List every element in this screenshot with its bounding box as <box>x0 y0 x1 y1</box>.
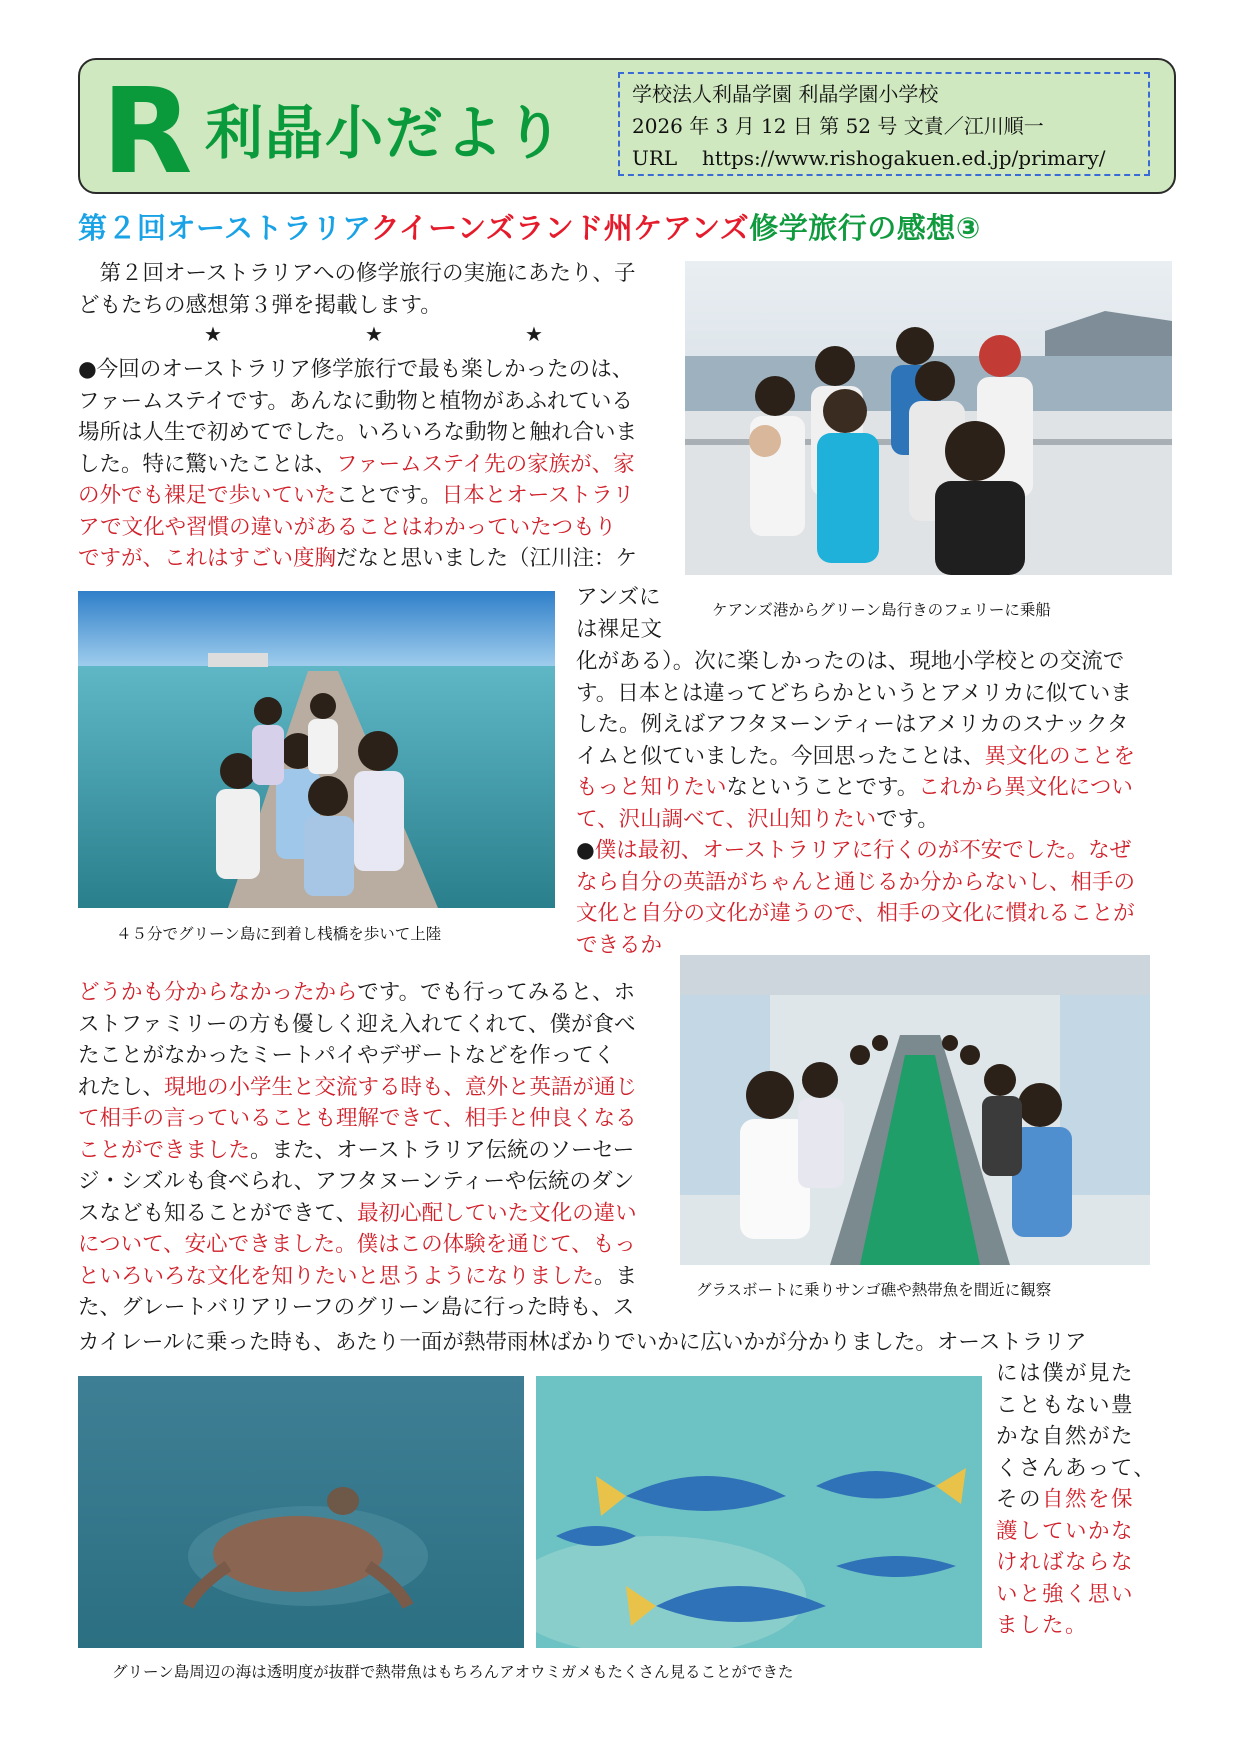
text-line: なら自分の英語がちゃんと通じるか分からないし、相手の <box>576 869 1136 895</box>
essay-2-part-1 <box>78 977 673 1324</box>
text-line <box>78 480 676 512</box>
text-line: アンズに <box>576 585 661 610</box>
star-icon: ★ <box>365 322 383 346</box>
school-url-line <box>632 142 1136 174</box>
sea-photo-caption: グリーン島周辺の海は透明度が抜群で熱帯魚はもちろんアオウミガメもたくさん見ることができた <box>112 1663 794 1681</box>
text-line: した。例えばアフタヌーンティーはアメリカのスナックタ <box>576 712 1129 737</box>
text-span: 。また、オーストラリア伝統のソーセー <box>250 1137 635 1163</box>
highlight-span: 現地の小学生と交流する時も、意外と英語が通じ <box>164 1074 638 1100</box>
school-url[interactable]: https://www.rishogakuen.ed.jp/primary/ <box>702 146 1106 170</box>
text-line <box>78 1072 673 1104</box>
ferry-photo-caption: ケアンズ港からグリーン島行きのフェリーに乗船 <box>712 601 1051 619</box>
text-span: れたし、 <box>78 1074 165 1100</box>
text-line: たことがなかったミートパイやデザートなどを作ってく <box>78 1043 616 1068</box>
text-line: こともない豊 <box>996 1392 1135 1418</box>
highlight-span: ことができました <box>78 1137 251 1163</box>
text-line: 文化と自分の文化が違うので、相手の文化に慣れることが <box>576 901 1135 926</box>
text-span: その <box>996 1487 1043 1512</box>
star-icon: ★ <box>525 322 543 346</box>
intro-line: 第２回オーストラリアへの修学旅行の実施にあたり、子 <box>78 261 636 286</box>
text-line: す。日本とは違ってどちらかというとアメリカに似ていま <box>576 680 1132 706</box>
text-span: イムと似ていました。今回思ったことは、 <box>576 743 985 769</box>
text-line <box>78 977 673 1009</box>
highlight-span: 日本とオーストラリ <box>441 483 635 508</box>
highlight-span: 僕は最初、オーストラリアに行くのが不安でした。なぜ <box>594 838 1132 863</box>
text-line <box>78 543 676 575</box>
text-line: できるか <box>576 932 663 958</box>
school-name: 学校法人利晶学園 利晶学園小学校 <box>632 82 939 106</box>
highlight-span: 僕はこの体験を通じて、もっ <box>356 1232 636 1257</box>
highlight-span: といろいろな文化を知りたいと思うようになりました <box>78 1263 595 1289</box>
essay-1-part-1 <box>78 354 676 575</box>
text-span: なということです。 <box>726 775 919 800</box>
glass-boat-photo <box>680 955 1150 1265</box>
url-label: URL <box>632 146 678 170</box>
text-line <box>996 1484 1174 1516</box>
highlight-span: これから異文化につい <box>918 775 1133 800</box>
text-line: は裸足文 <box>576 616 663 642</box>
school-logo-r-icon <box>102 74 192 178</box>
article-headline <box>78 206 1178 247</box>
tropical-fish-photo <box>536 1376 982 1648</box>
highlight-span: て、沢山調べて、沢山知りたい <box>576 806 877 832</box>
text-span: スなども知ることができて、 <box>78 1200 358 1226</box>
text-line <box>576 804 1171 836</box>
text-line: いと強く思い <box>996 1581 1135 1607</box>
text-line: た、グレートバリアリーフのグリーン島に行った時も、ス <box>78 1295 635 1320</box>
sea-turtle-photo <box>78 1376 524 1648</box>
text-line: 場所は人生で初めてでした。いろいろな動物と触れ合いま <box>78 420 638 445</box>
text-span: です。でも行ってみると、ホ <box>357 980 636 1005</box>
text-line <box>78 1198 673 1230</box>
logo-letter: R <box>102 74 192 178</box>
text-line <box>576 741 1171 773</box>
text-line <box>576 772 1171 804</box>
text-line <box>78 1229 673 1261</box>
pier-photo-caption: ４５分でグリーン島に到着し桟橋を歩いて上陸 <box>116 925 442 943</box>
text-line: ●今回のオーストラリア修学旅行で最も楽しかったのは、 <box>78 357 634 382</box>
essay-2-part-3 <box>996 1358 1174 1642</box>
newsletter-title: 利晶小だより <box>205 99 566 167</box>
text-line <box>78 449 676 481</box>
bullet: ● <box>576 838 595 863</box>
text-line: 護していかな <box>996 1518 1135 1544</box>
intro-paragraph <box>78 258 676 321</box>
headline-part-3: 修学旅行の感想③ <box>749 211 981 245</box>
highlight-span: ですが、これはすごい度胸 <box>78 546 337 571</box>
text-line: ジ・シズルも食べられ、アフタヌーンティーや伝統のダン <box>78 1169 635 1194</box>
star-divider <box>78 322 676 354</box>
pier-arrival-photo <box>78 591 555 908</box>
intro-line: どもたちの感想第３弾を掲載します。 <box>78 292 442 318</box>
text-line: カイレールに乗った時も、あたり一面が熱帯雨林ばかりでいかに広いかが分かりました。オーストラリア <box>78 1330 1087 1355</box>
text-line: ました。 <box>996 1613 1089 1638</box>
text-line <box>78 1135 673 1167</box>
essay-1-part-2 <box>576 582 676 645</box>
text-line: ストファミリーの方も優しく迎え入れてくれて、僕が食べ <box>78 1011 636 1037</box>
star-icon: ★ <box>204 322 222 346</box>
text-span: ことです。 <box>336 483 442 508</box>
highlight-span: ファームステイ先の家族が、家 <box>336 451 635 477</box>
text-span: 。ま <box>594 1263 638 1289</box>
text-line: くさんあって、 <box>996 1455 1157 1481</box>
text-line: アで文化や習慣の違いがあることはわかっていたつもり <box>78 514 617 540</box>
text-line <box>78 1261 673 1293</box>
text-line: ければならな <box>996 1550 1135 1575</box>
highlight-span: について、安心できました。 <box>78 1232 357 1257</box>
glass-boat-caption: グラスボートに乗りサンゴ礁や熱帯魚を間近に観察 <box>696 1281 1052 1299</box>
headline-part-1: 第２回オーストラリア <box>78 211 371 245</box>
essay-2-part-2 <box>78 1327 1173 1359</box>
text-line: かな自然がた <box>996 1424 1135 1449</box>
text-span: です。 <box>876 806 939 832</box>
issue-date-number: 2026 年 3 月 12 日 第 52 号 文責／江川順一 <box>632 114 1044 138</box>
text-line: 化がある）。次に楽しかったのは、現地小学校との交流で <box>576 649 1125 674</box>
highlight-span: どうかも分からなかったから <box>78 980 358 1005</box>
essay-1-part-3 <box>576 646 1171 961</box>
highlight-span: 最初心配していた文化の違い <box>357 1200 637 1226</box>
issue-info-box <box>618 72 1150 176</box>
text-line: て相手の言っていることも理解できて、相手と仲良くなる <box>78 1106 637 1131</box>
text-line: ファームステイです。あんなに動物と植物があふれている <box>78 388 633 414</box>
text-span: だなと思いました（江川注：ケ <box>336 546 638 571</box>
headline-part-2: クイーンズランド州ケアンズ <box>370 211 750 245</box>
highlight-span: 自然を保 <box>1042 1487 1135 1512</box>
text-line: には僕が見た <box>996 1361 1135 1386</box>
highlight-span: の外でも裸足で歩いていた <box>78 483 337 508</box>
text-span: した。特に驚いたことは、 <box>78 451 337 477</box>
ferry-group-photo <box>685 261 1172 575</box>
highlight-span: もっと知りたい <box>576 775 727 800</box>
newsletter-header <box>78 58 1176 194</box>
highlight-span: 異文化のことを <box>984 743 1136 769</box>
text-line <box>576 835 1171 867</box>
